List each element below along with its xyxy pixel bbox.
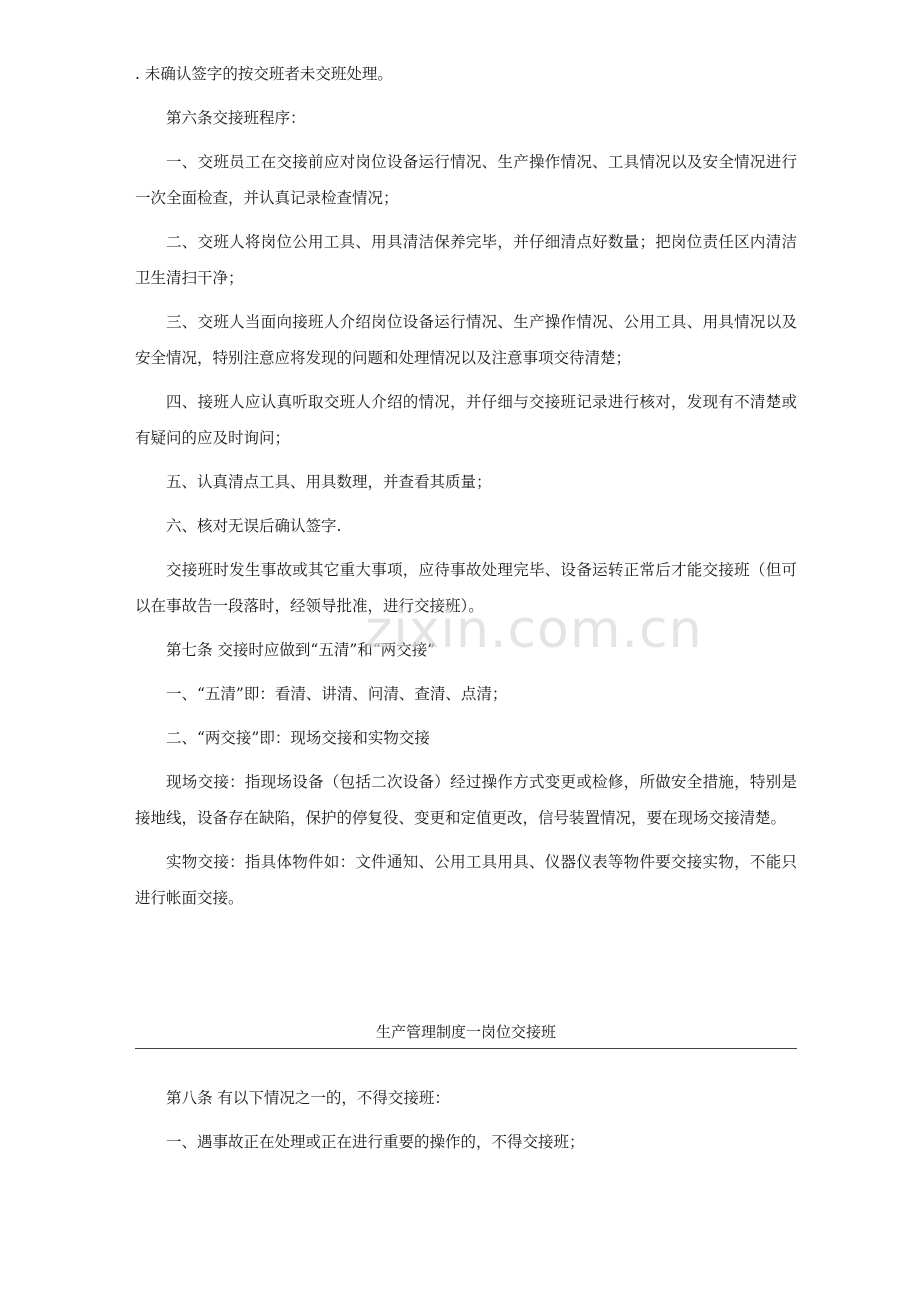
paragraph: 实物交接：指具体物件如：文件通知、公用工具用具、仪器仪表等物件要交接实物，不能只进行帐面交接。 <box>135 853 797 907</box>
paragraph: 三、交班人当面向接班人介绍岗位设备运行情况、生产操作情况、公用工具、用具情况以及安全情况，特别注意应将发现的问题和处理情况以及注意事项交待清楚； <box>135 313 797 367</box>
paragraph: 第八条 有以下情况之一的，不得交接班： <box>166 1089 450 1107</box>
footer-divider <box>135 1048 797 1049</box>
paragraph: 现场交接：指现场设备（包括二次设备）经过操作方式变更或检修，所做安全措施，特别是接地线，设备存在缺陷，保护的停复役、变更和定值更改，信号装置情况，要在现场交接清楚。 <box>135 773 797 827</box>
footer-title: 生产管理制度一岗位交接班 <box>375 1023 556 1041</box>
page-footer <box>135 1018 797 1049</box>
document-body-top <box>135 56 797 924</box>
paragraph: 一、“五清”即：看清、讲清、问清、查清、点清； <box>166 685 508 703</box>
paragraph: 二、交班人将岗位公用工具、用具清洁保养完毕，并仔细清点好数量；把岗位责任区内清洁卫生清扫干净； <box>135 233 797 287</box>
paragraph: . 未确认签字的按交班者未交班处理。 <box>135 65 393 83</box>
paragraph: 四、接班人应认真听取交班人介绍的情况，并仔细与交接班记录进行核对，发现有不清楚或有疑问的应及时询问； <box>135 393 797 447</box>
paragraph: 一、遇事故正在处理或正在进行重要的操作的，不得交接班； <box>166 1133 585 1151</box>
watermark: zixin.com.cn <box>365 600 703 660</box>
paragraph: 一、交班员工在交接前应对岗位设备运行情况、生产操作情况、工具情况以及安全情况进行一次全面检查，并认真记录检查情况； <box>135 153 797 207</box>
paragraph: 五、认真清点工具、用具数理，并查看其质量； <box>166 473 492 491</box>
document-body-bottom <box>135 1080 797 1168</box>
paragraph: 第七条 交接时应做到“五清”和“两交接” <box>166 641 436 659</box>
paragraph: 二、“两交接”即：现场交接和实物交接 <box>166 729 430 747</box>
paragraph: 交接班时发生事故或其它重大事项，应待事故处理完毕、设备运转正常后才能交接班（但可以在事故告一段落时，经领导批准，进行交接班）。 <box>135 561 797 615</box>
paragraph: 第六条交接班程序： <box>166 109 306 127</box>
paragraph: 六、核对无误后确认签字. <box>166 517 342 535</box>
